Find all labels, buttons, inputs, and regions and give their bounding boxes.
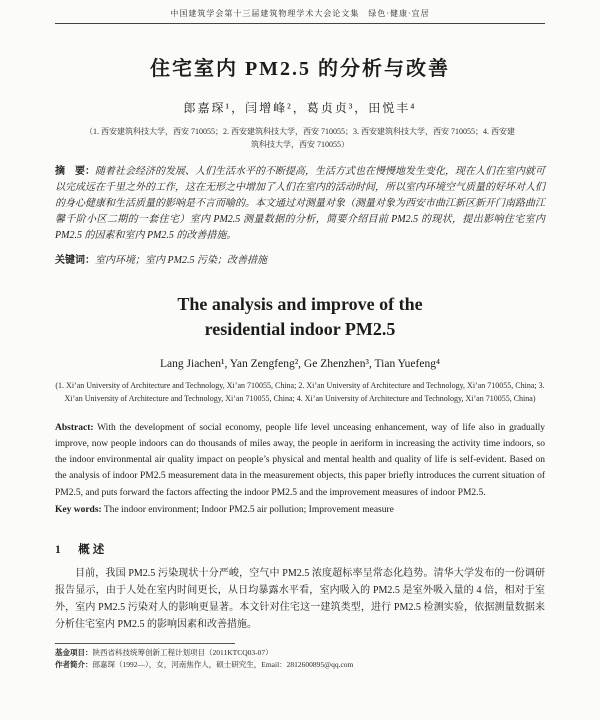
abstract-en xyxy=(55,420,545,502)
abstract-label-zh: 摘 要： xyxy=(55,165,95,177)
section-1-paragraph: 目前，我国 PM2.5 污染现状十分严峻，空气中 PM2.5 浓度超标率呈常态化趋势。清华大学发布的一份调研报告显示，由于人处在室内时间更长，从日均暴露水平看，室内吸入的 PM2.5 是室外吸入量的 4 倍，相对于室外，室内 PM2.5 污染对人的影响更显著。本文针对住宅这一建筑类型，进行 PM2.5 检测实验，依据测量数据来分析住宅室内 PM2.5 的影响因素和改善措施。 xyxy=(55,568,545,631)
keywords-label-zh: 关键词： xyxy=(55,254,95,266)
affiliations-zh: （1. 西安建筑科技大学，西安 710055；2. 西安建筑科技大学，西安 710055；3. 西安建筑科技大学，西安 710055；4. 西安建筑科技大学，西安 710055） xyxy=(85,127,515,149)
keywords-text-zh: 室内环境；室内 PM2.5 污染；改善措施 xyxy=(95,254,267,266)
section-1-heading: 1 概述 xyxy=(55,544,108,557)
authors-zh: 郎嘉琛¹，闫增峰²，葛贞贞³，田悦丰⁴ xyxy=(183,101,417,115)
keywords-text-en: The indoor environment; Indoor PM2.5 air pollution; Improvement measure xyxy=(101,505,394,516)
keywords-label-en: Key words: xyxy=(55,505,102,516)
abstract-text-zh: 随着社会经济的发展、人们生活水平的不断提高，生活方式也在慢慢地发生变化，现在人们在室内就可以完成远在千里之外的工作，这在无形之中增加了人们在室内的活动时间，所以室内环境空气质量的好坏对人们的身心健康和生活质量的影响是不言而喻的。本文通过对测量对象（测量对象为西安市曲江新区新开门南路曲江馨千阶小区二期的一套住宅）室内 PM2.5 测量数据的分析，简要介绍目前 PM2.5 的现状，提出影响住宅室内 PM2.5 的因素和室内 PM2.5 的改善措施。 xyxy=(55,165,545,242)
footnote-block xyxy=(55,643,545,670)
bio-label: 作者简介： xyxy=(55,659,93,669)
abstract-text-en: With the development of social economy, people life level unceasing enhancement, way of life also in gradually improve, now people indoors can do thousands of miles away, the people in aeriform in increasing the activity time indoors, so the indoor environmental air quality impact on people’s physical and mental health and quality of life is self-evident. Based on the analysis of indoor PM2.5 measurement data in the measurement objects, this paper briefly introduces the current situation of PM2.5, and puts forward the factors affecting the indoor PM2.5 and the improvement measures of indoor PM2.5. xyxy=(55,422,545,498)
keywords-zh xyxy=(55,251,545,266)
paper-title-zh: 住宅室内 PM2.5 的分析与改善 xyxy=(149,58,451,80)
header-rule xyxy=(55,23,545,24)
abstract-label-en: Abstract: xyxy=(55,422,94,433)
affiliations-en: (1. Xi’an University of Architecture and Technology, Xi’an 710055, China; 2. Xi’an University of Architecture and Technology, Xi’an 710055, China; 3. Xi’an University of Architecture and Technology, Xi’an 710055, China; 4. Xi’an University of Architecture and Technology, Xi’an 710055, China) xyxy=(55,380,545,403)
paper-title-en xyxy=(55,292,545,342)
paper-body xyxy=(55,52,545,633)
abstract-zh xyxy=(55,164,545,245)
author-bio-note xyxy=(55,659,545,671)
bio-text: 郎嘉琛（1992—），女，河南焦作人，硕士研究生，Email：2812600895@qq.com xyxy=(92,659,354,669)
conference-header-block xyxy=(55,8,545,24)
fund-note xyxy=(55,647,545,659)
authors-en: Lang Jiachen¹, Yan Zengfeng², Ge Zhenzhen³, Tian Yuefeng⁴ xyxy=(160,357,440,370)
paper-title-en-line1: The analysis and improve of the xyxy=(177,293,423,314)
fund-label: 基金项目： xyxy=(55,648,93,658)
paper-title-en-line2: residential indoor PM2.5 xyxy=(204,318,396,339)
conference-header: 中国建筑学会第十三届建筑物理学术大会论文集 绿色·健康·宜居 xyxy=(170,9,430,18)
fund-text: 陕西省科技统筹创新工程计划项目（2011KTCQ03-07） xyxy=(92,648,273,658)
footnote-rule xyxy=(55,643,235,644)
keywords-en xyxy=(55,505,545,515)
